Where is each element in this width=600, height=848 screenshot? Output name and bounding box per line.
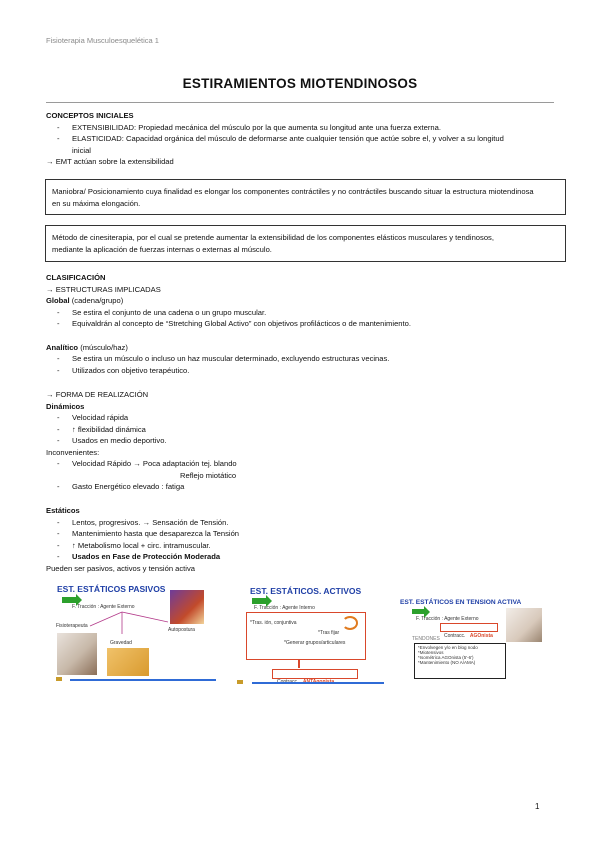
bullet-dash: - [57, 413, 60, 422]
subsection-estructuras: → ESTRUCTURAS IMPLICADAS [46, 284, 161, 294]
definition-box-1 [45, 179, 566, 215]
bullet-dash: - [57, 307, 60, 317]
slide-label: Contracc. [444, 633, 466, 639]
analitico-heading [46, 342, 128, 354]
gravity-photo [107, 648, 149, 676]
slide-estaticos-activos [232, 578, 387, 686]
list-item: ↑ Metabolismo local + circ. intramuscular. [72, 540, 211, 550]
slide-note: *Mantenimiento (NO A/AMA) [418, 660, 476, 665]
definition-box-2 [45, 225, 566, 262]
list-item: EXTENSIBILIDAD: Propiedad mecánica del músculo por la que aumenta su longitud ante una fuerza externa. [72, 122, 441, 132]
bullet-dash: - [57, 482, 60, 491]
arrow-right-icon [252, 598, 266, 604]
slide-label: Fisioterapeuta [56, 623, 88, 629]
slide-label: TENDONES [412, 636, 440, 642]
slide-label-highlight: AGOnista [469, 633, 493, 639]
tension-photo [506, 608, 542, 642]
down-arrow-icon [298, 660, 300, 668]
list-item: Se estira el conjunto de una cadena o un grupo muscular. [72, 307, 267, 317]
definition-text: mediante la aplicación de fuerzas internas o externas al músculo. [52, 244, 272, 254]
slide-title: EST. ESTÁTICOS EN TENSION ACTIVA [400, 599, 522, 606]
list-item-continuation: inicial [72, 145, 91, 155]
page-title: ESTIRAMIENTOS MIOTENDINOSOS [182, 76, 418, 91]
inconvenientes-heading: Inconvenientes: [46, 447, 100, 457]
bullet-dash: - [57, 459, 60, 468]
list-item: Equivaldrán al concepto de “Stretching Global Activo” con objetivos profilácticos o de mantenimiento. [72, 319, 411, 328]
global-note: (cadena/grupo) [69, 296, 124, 305]
subsection-forma: → FORMA DE REALIZACIÓN [46, 390, 149, 399]
dinamicos-heading: Dinámicos [46, 401, 85, 411]
bullet-dash: - [57, 319, 60, 328]
title-divider [46, 102, 554, 103]
list-item-continuation: Reflejo miotático [180, 470, 237, 480]
analitico-label: Analítico [46, 342, 79, 352]
global-label: Global [46, 296, 70, 305]
analitico-note: (músculo/haz) [78, 342, 128, 352]
list-item: ↑ flexibilidad dinámica [72, 424, 146, 434]
section-heading-conceptos: CONCEPTOS INICIALES [46, 111, 134, 120]
slide-note: *Miotensivos [418, 650, 444, 655]
bullet-dash: - [57, 365, 60, 375]
physiotherapist-photo [57, 633, 97, 675]
slide-logo [237, 680, 243, 684]
bullet-dash: - [57, 134, 60, 143]
slide-footer-bar [70, 679, 216, 681]
list-item: Usados en Fase de Protección Moderada [72, 552, 221, 561]
definition-text: Maniobra/ Posicionamiento cuya finalidad es elongar los componentes contráctiles y no contráctiles buscando situar la estructura miotendinosa [52, 187, 534, 196]
list-item: Mantenimiento hasta que desaparezca la Tensión [72, 529, 240, 538]
slide-estaticos-tension-activa [398, 578, 550, 686]
self-posture-photo [170, 590, 204, 624]
slide-caption: F. Tracción : Agente Externo [72, 604, 135, 610]
slide-footer-bar [252, 682, 384, 684]
slide-label: *Tras. ión, conjuntiva [250, 620, 297, 626]
bullet-dash: - [57, 552, 60, 561]
slide-label: Gravedad [110, 640, 132, 646]
running-header: Fisioterapia Musculoesquelética 1 [46, 36, 159, 45]
slide-title: EST. ESTÁTICOS PASIVOS [57, 584, 166, 594]
list-item: Se estira un músculo o incluso un haz muscular determinado, excluyendo estructuras vecinas. [72, 354, 390, 363]
estaticos-heading: Estáticos [46, 506, 80, 515]
curved-arrow-icon [342, 616, 358, 630]
list-item: ELASTICIDAD: Capacidad orgánica del músculo de deformarse ante cualquier tensión que actúe sobre el, y volver a su longitud [72, 134, 504, 143]
bullet-dash: - [57, 122, 60, 132]
page-number: 1 [535, 802, 540, 811]
definition-text: en su máxima elongación. [52, 198, 141, 208]
slide-label: *Generar grupos/articulares [284, 640, 346, 646]
bullet-dash: - [57, 529, 60, 538]
slide-estaticos-pasivos [50, 578, 220, 686]
list-item: Velocidad rápida [72, 413, 129, 422]
slide-caption: F. Tracción : Agente Interno [254, 605, 315, 611]
list-item: Gasto Energético elevado : fatiga [72, 482, 185, 491]
slide-label: *Tras fijar [318, 630, 340, 636]
bullet-dash: - [57, 540, 60, 550]
slide-notes-box [414, 643, 506, 679]
global-heading [46, 295, 123, 307]
slide-logo [56, 677, 62, 681]
slide-note: *Envolvegen y/o en blog nodo [418, 645, 478, 650]
definition-text: Método de cinesiterapia, por el cual se pretende aumentar la extensibilidad de los componentes elásticos musculares y tendinosos, [52, 233, 494, 242]
contraction-box [272, 669, 358, 679]
slide-caption: F. Tracción : Agente Externo [416, 616, 479, 622]
slide-note: *Isométrica AGOnista (5'-6') [418, 655, 474, 660]
estaticos-note: Pueden ser pasivos, activos y tensión activa [46, 563, 196, 573]
slide-title: EST. ESTÁTICOS. ACTIVOS [250, 586, 362, 596]
list-item: Lentos, progresivos. → Sensación de Tensión. [72, 517, 229, 527]
concept-note: → EMT actúan sobre la extensibilidad [46, 157, 174, 166]
section-heading-clasificacion: CLASIFICACIÓN [46, 273, 106, 282]
list-item: Velocidad Rápido → Poca adaptación tej. blando [72, 459, 237, 468]
contraction-box [440, 623, 498, 639]
slide-label: Autopostura [168, 627, 195, 633]
list-item: Usados en medio deportivo. [72, 436, 167, 445]
bullet-dash: - [57, 354, 60, 363]
arrow-right-icon [412, 609, 424, 614]
bullet-dash: - [57, 424, 60, 434]
bullet-dash: - [57, 517, 60, 527]
bullet-dash: - [57, 436, 60, 445]
list-item: Utilizados con objetivo terapéutico. [72, 365, 190, 375]
